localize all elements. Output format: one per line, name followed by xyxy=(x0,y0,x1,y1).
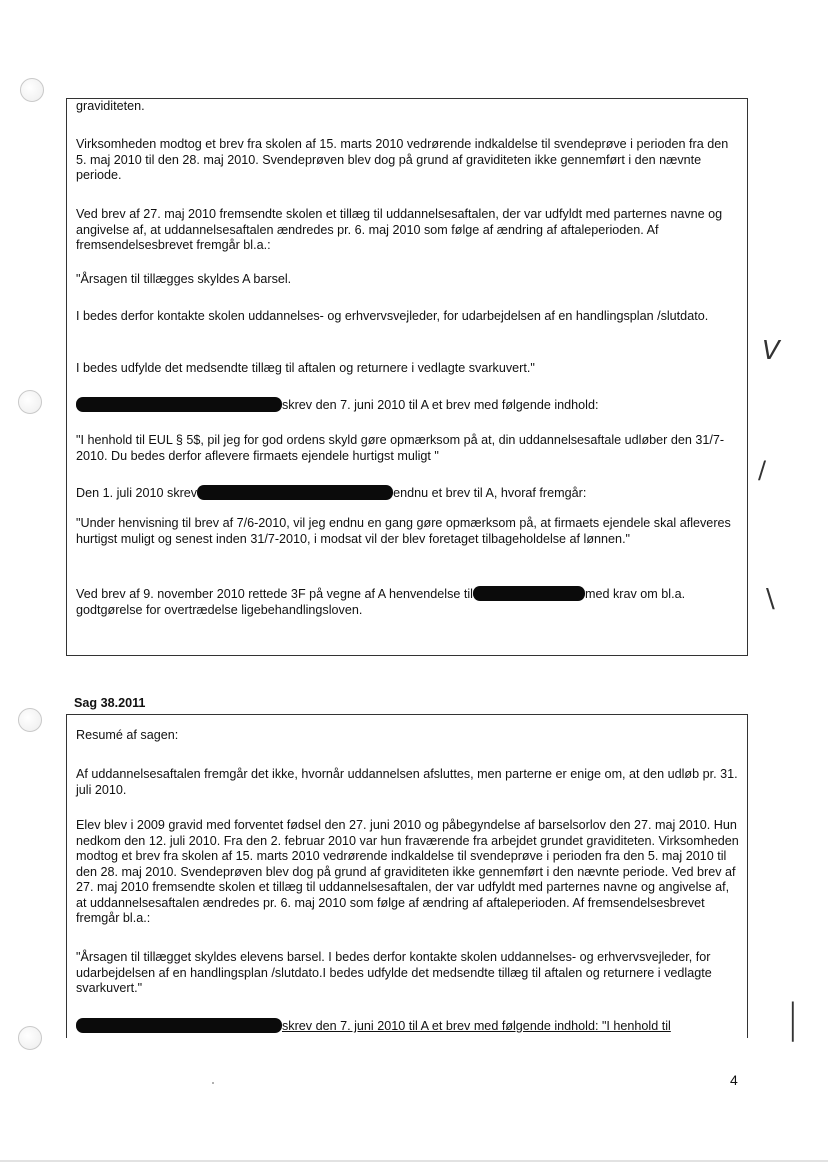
s2-paragraph-5 xyxy=(76,1018,740,1035)
page-number: 4 xyxy=(730,1072,738,1088)
punch-hole-1 xyxy=(20,78,44,102)
s1-paragraph-11 xyxy=(76,586,740,618)
redaction-block xyxy=(76,1018,282,1033)
redaction-block xyxy=(473,586,585,601)
s1-paragraph-2: Virksomheden modtog et brev fra skolen af 15. marts 2010 vedrørende indkaldelse til svendeprøve i perioden fra den 5. maj 2010 til den 28. maj 2010. Svendeprøven blev dog på grund af graviditeten ikke gennemført i den nævnte periode. xyxy=(76,137,729,182)
s1-paragraph-3: Ved brev af 27. maj 2010 fremsendte skolen et tillæg til uddannelsesaftalen, der var udfyldt med parternes navne og angivelse af, at uddannelsesaftalen ændredes pr. 6. maj 2010 som følge af ændring af aftaleperioden. Af fremsendelsesbrevet fremgår bl.a.: xyxy=(76,207,723,252)
s1-paragraph-10: "Under henvisning til brev af 7/6-2010, vil jeg endnu en gang gøre opmærksom på, at firmaets ejendele skal afleveres hurtigst muligt og senest inden 31/7-2010, i modsat vil der blev foretaget tilbageholdelse af lønnen." xyxy=(76,516,731,546)
margin-line: | xyxy=(786,996,800,1042)
s1-p11-text-before: Ved brev af 9. november 2010 rettede 3F på vegne af A henvendelse til xyxy=(76,587,473,601)
s1-p7-text: skrev den 7. juni 2010 til A et brev med følgende indhold: xyxy=(282,398,599,412)
margin-checkmark: V xyxy=(762,336,780,366)
s1-p9-text-after: endnu et brev til A, hvoraf fremgår: xyxy=(393,486,587,500)
s1-paragraph-8: "I henhold til EUL § 5$, pil jeg for god ordens skyld gøre opmærksom på at, din uddannelsesaftale udløber den 31/7-2010. Du bedes derfor aflevere firmaets ejendele hurtigst muligt " xyxy=(76,433,725,463)
s1-quote-line-3: I bedes udfylde det medsendte tillæg til aftalen og returnere i vedlagte svarkuvert." xyxy=(76,361,535,375)
redaction-block xyxy=(197,485,393,500)
punch-hole-4 xyxy=(18,1026,42,1050)
s1-quote-line-2: I bedes derfor kontakte skolen uddannelses- og erhvervsvejleder, for udarbejdelsen af en handlingsplan /slutdato. xyxy=(76,309,709,323)
s2-paragraph-4: "Årsagen til tillægget skyldes elevens barsel. I bedes derfor kontakte skolen uddannelses- og erhvervsvejleder, for udarbejdelsen af en handlingsplan /slutdato.I bedes udfylde det medsendte tillæg til aftalen og returnere i vedlagte svarkuvert." xyxy=(76,950,712,995)
margin-tick: \ xyxy=(766,584,775,614)
s1-p11-text-after: med krav om bl.a. godtgørelse for overtrædelse ligebehandlingsloven. xyxy=(76,587,686,617)
s2-paragraph-3: Elev blev i 2009 gravid med forventet fødsel den 27. juni 2010 og påbegyndelse af barselsorlov den 27. maj 2010. Hun nedkom den 12. juli 2010. Fra den 2. februar 2010 var hun fraværende fra arbejdet grundet graviditeten. Virksomheden modtog et brev fra skolen af 15. marts 2010 vedrørende indkaldelse til svendeprøve i perioden fra den 5. maj 2010 til den 28. maj 2010. Svendeprøven blev dog på grund af graviditeten ikke gennemført i den nævnte periode. Ved brev af 27. maj 2010 fremsendte skolen et tillæg til uddannelsesaftalen, der var udfyldt med parternes navne og angivelse af, at uddannelsesaftalen ændredes pr. 6. maj 2010 som følge af ændring af aftaleperioden. Af fremsendelsesbrevet fremgår bl.a.: xyxy=(76,818,739,925)
s2-paragraph-1: Resumé af sagen: xyxy=(76,728,179,742)
s2-paragraph-2: Af uddannelsesaftalen fremgår det ikke, hvornår uddannelsen afsluttes, men parterne er enige om, at den udløb pr. 31. juli 2010. xyxy=(76,767,738,797)
s1-p9-text-before: Den 1. juli 2010 skrev xyxy=(76,486,198,500)
s2-p5-text: skrev den 7. juni 2010 til A et brev med følgende indhold: "I henhold til xyxy=(282,1019,671,1033)
margin-tick: / xyxy=(758,456,767,484)
punch-hole-2 xyxy=(18,390,42,414)
stray-dot xyxy=(212,1082,214,1084)
s1-quote-line-1: "Årsagen til tillægges skyldes A barsel. xyxy=(76,272,292,286)
case-heading: Sag 38.2011 xyxy=(74,696,146,710)
punch-hole-3 xyxy=(18,708,42,732)
redaction-block xyxy=(76,397,282,412)
s1-paragraph-1: graviditeten. xyxy=(76,99,145,113)
s1-paragraph-7 xyxy=(76,397,740,414)
page-edge xyxy=(0,1160,828,1162)
s1-paragraph-9 xyxy=(76,485,740,502)
